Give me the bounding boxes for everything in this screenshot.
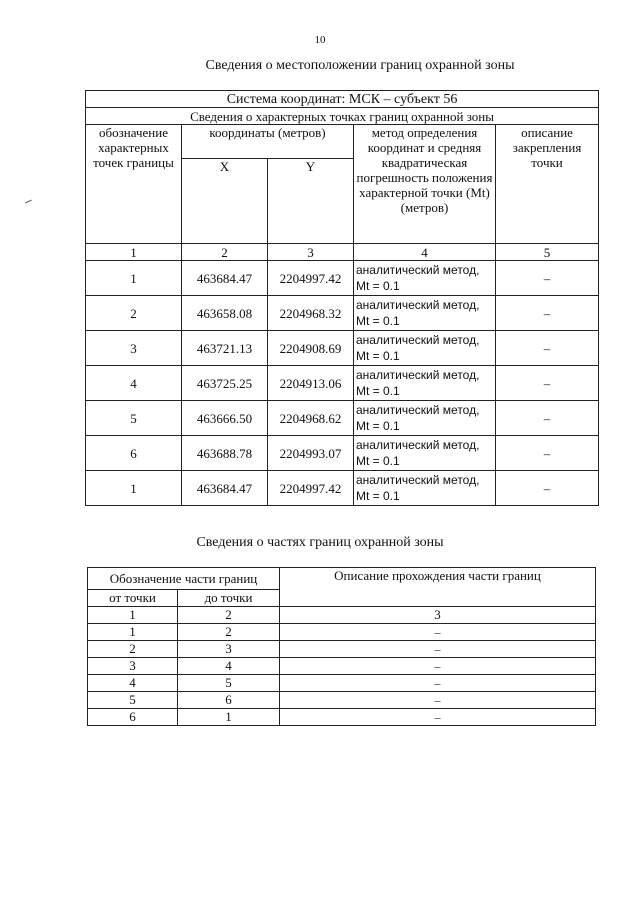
- table-row: [86, 401, 599, 436]
- coord-x: 463688.78: [182, 436, 268, 471]
- point-id: 1: [86, 471, 182, 506]
- table-row: [86, 331, 599, 366]
- coord-y: 2204968.62: [268, 401, 354, 436]
- passage-description: –: [280, 641, 596, 658]
- method-text: аналитический метод, Mt = 0.1: [354, 436, 496, 471]
- fixation-description: –: [496, 401, 599, 436]
- table-row: [86, 436, 599, 471]
- coordinate-system-header: Система координат: МСК – субъект 56: [86, 91, 599, 108]
- header-x: X: [182, 159, 268, 244]
- table-row: [86, 261, 599, 296]
- column-number: 1: [86, 244, 182, 261]
- header-from-point: от точки: [88, 590, 178, 607]
- coord-x: 463684.47: [182, 471, 268, 506]
- fixation-description: –: [496, 366, 599, 401]
- passage-description: –: [280, 658, 596, 675]
- fixation-description: –: [496, 296, 599, 331]
- coord-x: 463658.08: [182, 296, 268, 331]
- from-point: 2: [88, 641, 178, 658]
- point-id: 4: [86, 366, 182, 401]
- boundary-parts-table: [87, 567, 596, 726]
- fixation-description: –: [496, 471, 599, 506]
- method-text: аналитический метод, Mt = 0.1: [354, 471, 496, 506]
- point-id: 6: [86, 436, 182, 471]
- coord-x: 463666.50: [182, 401, 268, 436]
- table-row: [86, 471, 599, 506]
- column-number: 3: [268, 244, 354, 261]
- fixation-description: –: [496, 261, 599, 296]
- boundary-points-table: [85, 90, 599, 506]
- coord-x: 463725.25: [182, 366, 268, 401]
- coord-x: 463721.13: [182, 331, 268, 366]
- method-text: аналитический метод, Mt = 0.1: [354, 366, 496, 401]
- scan-mark: [25, 200, 32, 204]
- passage-description: –: [280, 624, 596, 641]
- method-text: аналитический метод, Mt = 0.1: [354, 331, 496, 366]
- table-row: [88, 658, 596, 675]
- coord-x: 463684.47: [182, 261, 268, 296]
- coord-y: 2204997.42: [268, 471, 354, 506]
- column-number: 5: [496, 244, 599, 261]
- header-part-designation: Обозначение части границ: [88, 568, 280, 590]
- from-point: 5: [88, 692, 178, 709]
- table-row: [88, 641, 596, 658]
- from-point: 6: [88, 709, 178, 726]
- to-point: 4: [178, 658, 280, 675]
- table-row: [88, 624, 596, 641]
- section-title-parts: Сведения о частях границ охранной зоны: [196, 535, 444, 550]
- from-point: 4: [88, 675, 178, 692]
- column-number: 4: [354, 244, 496, 261]
- column-number: 3: [280, 607, 596, 624]
- point-id: 5: [86, 401, 182, 436]
- from-point: 1: [88, 624, 178, 641]
- method-text: аналитический метод, Mt = 0.1: [354, 401, 496, 436]
- to-point: 6: [178, 692, 280, 709]
- to-point: 3: [178, 641, 280, 658]
- header-method: метод определения координат и средняя квадратическая погрешность положения характерной точки (Mt) (метров): [354, 125, 496, 244]
- point-id: 1: [86, 261, 182, 296]
- table-row: [88, 692, 596, 709]
- coord-y: 2204997.42: [268, 261, 354, 296]
- header-y: Y: [268, 159, 354, 244]
- fixation-description: –: [496, 436, 599, 471]
- to-point: 2: [178, 624, 280, 641]
- section-title-location: Сведения о местоположении границ охранной зоны: [205, 58, 515, 73]
- header-description: описание закрепления точки: [496, 125, 599, 244]
- method-text: аналитический метод, Mt = 0.1: [354, 296, 496, 331]
- header-designation: обозначение характерных точек границы: [86, 125, 182, 244]
- point-id: 2: [86, 296, 182, 331]
- table-row: [86, 296, 599, 331]
- page-number: 10: [314, 34, 326, 46]
- method-text: аналитический метод, Mt = 0.1: [354, 261, 496, 296]
- coord-y: 2204908.69: [268, 331, 354, 366]
- header-passage-description: Описание прохождения части границ: [280, 568, 596, 607]
- passage-description: –: [280, 675, 596, 692]
- from-point: 3: [88, 658, 178, 675]
- header-coordinates: координаты (метров): [182, 125, 354, 159]
- column-number: 1: [88, 607, 178, 624]
- column-number: 2: [182, 244, 268, 261]
- column-number: 2: [178, 607, 280, 624]
- to-point: 5: [178, 675, 280, 692]
- coord-y: 2204993.07: [268, 436, 354, 471]
- coord-y: 2204913.06: [268, 366, 354, 401]
- passage-description: –: [280, 692, 596, 709]
- table-row: [88, 675, 596, 692]
- table-row: [86, 366, 599, 401]
- point-id: 3: [86, 331, 182, 366]
- passage-description: –: [280, 709, 596, 726]
- to-point: 1: [178, 709, 280, 726]
- points-subtitle: Сведения о характерных точках границ охранной зоны: [86, 108, 599, 125]
- header-to-point: до точки: [178, 590, 280, 607]
- table-row: [88, 709, 596, 726]
- fixation-description: –: [496, 331, 599, 366]
- coord-y: 2204968.32: [268, 296, 354, 331]
